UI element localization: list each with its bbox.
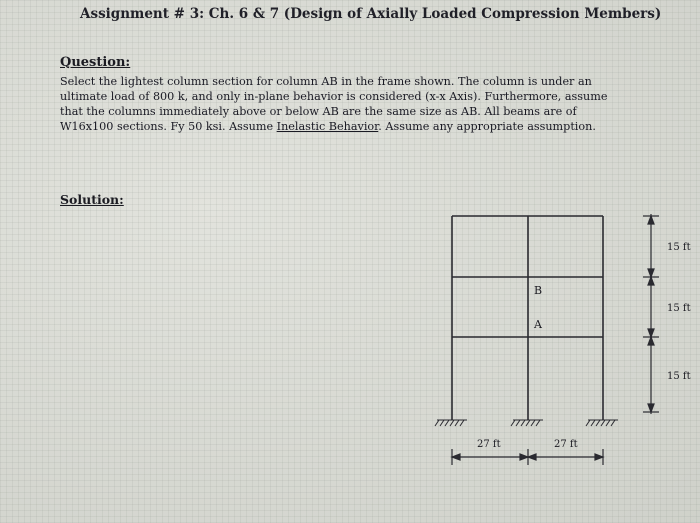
question-heading: Question: (60, 55, 131, 70)
fixed-support-left (435, 420, 467, 426)
bay-width-right: 27 ft (554, 439, 578, 450)
story-height-middle: 15 ft (667, 303, 691, 314)
inelastic-behavior-label: Inelastic Behavior (276, 120, 379, 133)
bay-width-dimension (452, 449, 603, 465)
solution-heading: Solution: (60, 192, 124, 207)
story-height-bottom: 15 ft (667, 371, 691, 382)
fixed-support-middle (511, 420, 543, 426)
node-b-label: B (534, 284, 543, 297)
assignment-title: Assignment # 3: Ch. 6 & 7 (Design of Axially Loaded Compression Members) (80, 6, 662, 22)
story-height-dimension (643, 214, 659, 414)
fixed-support-right (586, 420, 618, 426)
node-a-label: A (534, 318, 542, 331)
question-text-part2: . Assume any appropriate assumption. (378, 120, 596, 133)
bay-width-left: 27 ft (477, 439, 501, 450)
story-height-top: 15 ft (667, 242, 691, 253)
question-text-part1: Select the lightest column section for column AB in the frame shown. The column is under an ultimate load of 800 k, and only in-plane behavior is considered (x-x Axis). Furthermore, assume that the columns immediately above or below AB are the same size as AB. All beams are of W16x100 sections. Fy 50 ksi. Assume (60, 75, 608, 133)
